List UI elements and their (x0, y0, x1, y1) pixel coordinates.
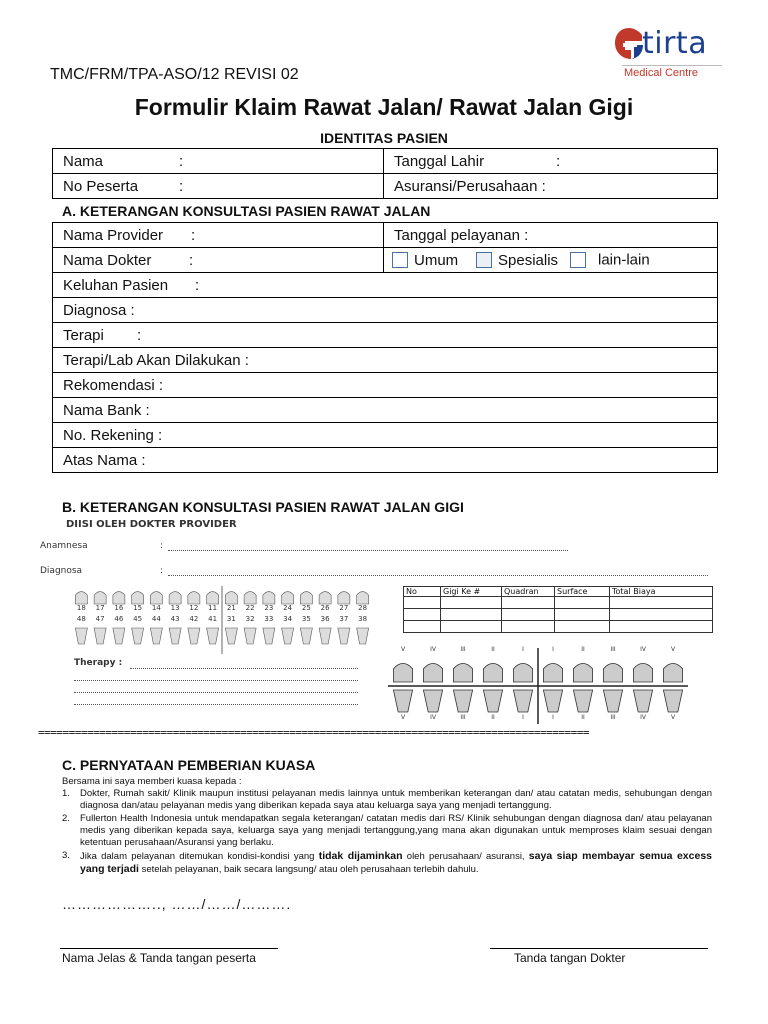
tirta-logo (612, 26, 722, 82)
tooth-icon (75, 592, 87, 604)
anamnesa-colon: : (160, 541, 164, 551)
billing-cell[interactable] (610, 597, 713, 609)
terapi-label: Terapi (63, 326, 104, 344)
authorization-item-2 (62, 813, 712, 849)
no-rekening-field[interactable] (53, 423, 718, 448)
tanggal-pelayanan-label: Tanggal pelayanan : (394, 226, 529, 244)
child-lower-numbers (388, 714, 688, 722)
nama-bank-field[interactable] (53, 398, 718, 423)
tooth-number: III (610, 714, 616, 721)
col-gigi: Gigi Ke # (441, 587, 502, 597)
tooth-icon (513, 663, 532, 682)
tooth-icon (225, 628, 237, 644)
tooth-icon (663, 690, 682, 712)
keluhan-field[interactable] (53, 273, 718, 298)
billing-cell[interactable] (555, 609, 610, 621)
tooth-icon (357, 628, 369, 644)
tooth-icon (113, 628, 125, 644)
tooth-icon (282, 628, 294, 644)
nama-dokter-colon: : (189, 251, 194, 269)
tooth-icon (483, 690, 502, 712)
tooth-number: 11 (208, 604, 218, 612)
tooth-number: II (581, 646, 585, 653)
section-c-heading: C. PERNYATAAN PEMBERIAN KUASA (62, 757, 316, 773)
tooth-icon (169, 592, 181, 604)
lain-lain-label: lain-lain (598, 251, 650, 269)
asuransi-field[interactable] (384, 174, 718, 199)
tooth-icon (207, 592, 219, 604)
nama-provider-field[interactable] (53, 223, 384, 248)
keluhan-colon: : (195, 276, 200, 294)
tooth-icon (319, 592, 331, 604)
doctor-type-options (384, 248, 718, 273)
tooth-number: I (522, 646, 524, 653)
authorization-list (62, 788, 712, 877)
nama-label: Nama (63, 152, 104, 170)
tooth-icon (603, 663, 622, 682)
billing-cell[interactable] (441, 621, 502, 633)
asuransi-label: Asuransi/Perusahaan : (394, 177, 546, 195)
peserta-signature-label: Nama Jelas & Tanda tangan peserta (62, 951, 256, 965)
tooth-icon (188, 628, 200, 644)
identity-heading: IDENTITAS PASIEN (320, 130, 448, 146)
terapi-field[interactable] (53, 323, 718, 348)
logo-brand: tirta (642, 26, 708, 61)
identity-table (52, 148, 718, 199)
tooth-number: I (522, 714, 524, 721)
tooth-number: I (552, 714, 554, 721)
col-surface: Surface (555, 587, 610, 597)
terapi-lab-label: Terapi/Lab Akan Dilakukan : (63, 351, 249, 369)
umum-label: Umum (414, 251, 459, 269)
tooth-number: 48 (76, 615, 86, 623)
tooth-icon (244, 628, 256, 644)
tooth-icon (113, 592, 125, 604)
tooth-number: 21 (226, 604, 236, 612)
tooth-icon (513, 690, 532, 712)
tooth-number: 17 (95, 604, 105, 612)
nama-field[interactable] (53, 149, 384, 174)
tooth-number: 24 (283, 604, 293, 612)
tooth-icon (423, 690, 442, 712)
tooth-icon (633, 690, 652, 712)
nama-bank-label: Nama Bank : (63, 401, 150, 419)
tooth-number: 15 (133, 604, 143, 612)
tooth-icon (263, 628, 275, 644)
tooth-number: III (460, 646, 466, 653)
billing-cell[interactable] (502, 597, 555, 609)
section-c-intro: Bersama ini saya memberi kuasa kepada : (62, 776, 242, 787)
tooth-icon (423, 663, 442, 682)
tooth-number: 14 (151, 604, 161, 612)
tooth-number: V (400, 646, 406, 653)
item-text: Dokter, Rumah sakit/ Klinik maupun institusi pelayanan medis lainnya untuk memberikan keterangan dan/ atau catatan medis, sehubungan dengan diagnosa dan/atau pelayanan medis yang diberikan kepada saya atau keluarga saya yang menjadi tertanggung. (80, 788, 712, 811)
tooth-icon (225, 592, 237, 604)
tooth-number: II (491, 646, 495, 653)
terapi-lab-field[interactable] (53, 348, 718, 373)
therapy-line[interactable] (74, 679, 358, 681)
logo-divider (622, 65, 722, 66)
document-reference: TMC/FRM/TPA-ASO/12 REVISI 02 (50, 66, 299, 83)
tooth-number: 22 (245, 604, 255, 612)
tooth-number: 34 (283, 615, 293, 623)
tooth-number: 26 (320, 604, 330, 612)
lain-lain-checkbox[interactable] (570, 252, 586, 268)
upper-tooth-numbers (72, 604, 372, 614)
tooth-icon (543, 663, 562, 682)
tooth-number: 33 (264, 615, 274, 623)
tooth-icon (188, 592, 200, 604)
tooth-icon (244, 592, 256, 604)
dental-chart-area (38, 516, 718, 726)
tooth-number: 41 (208, 615, 218, 623)
tooth-number: I (552, 646, 554, 653)
no-rekening-label: No. Rekening : (63, 426, 163, 444)
billing-cell[interactable] (502, 621, 555, 633)
item-text-bold: saya siap membayar semua excess yang terjadi (80, 850, 713, 875)
item-text: Jika dalam pelayanan ditemukan kondisi-kondisi yang (80, 851, 319, 862)
billing-cell[interactable] (404, 609, 441, 621)
dental-billing-table (403, 586, 713, 633)
tooth-number: 37 (339, 615, 349, 623)
tooth-icon (453, 663, 472, 682)
nama-provider-colon: : (191, 226, 196, 244)
billing-cell[interactable] (441, 597, 502, 609)
diagnosa-label: Diagnosa : (63, 301, 135, 319)
tirta-logo-icon (612, 26, 646, 62)
tooth-number: 13 (170, 604, 180, 612)
tooth-number: V (400, 714, 406, 721)
child-upper-numbers (388, 646, 688, 654)
item-text: Fullerton Health Indonesia untuk mendapatkan segala keterangan/ catatan medis dari RS/ Klinik sehubungan dengan diagnosa dan/ atau pelayanan medis yang diberikan kepada saya, keluarga saya yang menjadi tertanggung,yang mana akan digunakan untuk memproses klaim sesuai dengan ketentuan perusahaan/Asuransi yang berlaku. (80, 813, 712, 848)
tooth-number: 32 (245, 615, 255, 623)
tooth-icon (207, 628, 219, 644)
tooth-icon (453, 690, 472, 712)
tooth-icon (150, 592, 162, 604)
logo-subtitle: Medical Centre (624, 67, 698, 79)
spesialis-label: Spesialis (498, 251, 559, 269)
billing-cell[interactable] (555, 597, 610, 609)
tooth-icon (603, 690, 622, 712)
tooth-icon (132, 628, 144, 644)
separator-line: ========================================================================================== (38, 726, 590, 739)
spesialis-checkbox[interactable] (476, 252, 492, 268)
tooth-icon (300, 628, 312, 644)
billing-cell[interactable] (555, 621, 610, 633)
billing-cell[interactable] (610, 609, 713, 621)
therapy-line[interactable] (130, 667, 358, 669)
tooth-number: 31 (226, 615, 236, 623)
tooth-number: 47 (95, 615, 105, 623)
tooth-icon (338, 592, 350, 604)
tooth-number: 44 (151, 615, 161, 623)
rekomendasi-field[interactable] (53, 373, 718, 398)
tooth-icon (543, 690, 562, 712)
item-text: oleh perusahaan/ asuransi, (402, 851, 529, 862)
no-peserta-label: No Peserta (63, 177, 139, 195)
billing-cell[interactable] (404, 597, 441, 609)
tooth-number: 43 (170, 615, 180, 623)
diagnosa-field[interactable] (53, 298, 718, 323)
tooth-number: II (581, 714, 585, 721)
tooth-number: 23 (264, 604, 274, 612)
nama-colon: : (179, 152, 184, 170)
tooth-number: IV (430, 714, 436, 721)
tooth-icon (573, 690, 592, 712)
tooth-icon (94, 628, 106, 644)
tooth-number: IV (640, 646, 646, 653)
item-number: 3. (62, 850, 70, 861)
tooth-icon (338, 628, 350, 644)
section-a-heading: A. KETERANGAN KONSULTASI PASIEN RAWAT JALAN (62, 203, 431, 219)
tooth-number: 27 (339, 604, 349, 612)
tanggal-lahir-field[interactable] (384, 149, 718, 174)
tooth-number: 25 (301, 604, 311, 612)
umum-checkbox[interactable] (392, 252, 408, 268)
tooth-icon (633, 663, 652, 682)
tooth-icon (393, 690, 412, 712)
col-quadran: Quadran (502, 587, 555, 597)
tooth-icon (75, 628, 87, 644)
keluhan-label: Keluhan Pasien (63, 276, 169, 294)
tooth-icon (663, 663, 682, 682)
billing-cell[interactable] (502, 609, 555, 621)
therapy-line[interactable] (74, 691, 358, 693)
item-text: setelah pelayanan, baik secara langsung/ atau oleh perusahaan terlebih dahulu. (138, 864, 479, 875)
rekomendasi-label: Rekomendasi : (63, 376, 164, 394)
item-number: 2. (62, 813, 70, 824)
tanggal-pelayanan-field[interactable] (384, 223, 718, 248)
tooth-number: IV (430, 646, 436, 653)
tanggal-lahir-colon: : (556, 152, 561, 170)
dokter-signature-label: Tanda tangan Dokter (514, 951, 626, 965)
tooth-icon (483, 663, 502, 682)
nama-dokter-label: Nama Dokter (63, 251, 152, 269)
anamnesa-label: Anamnesa (40, 541, 88, 551)
no-peserta-colon: : (179, 177, 184, 195)
tooth-icon (573, 663, 592, 682)
lower-tooth-numbers (72, 615, 372, 625)
terapi-colon: : (137, 326, 142, 344)
tooth-icon (282, 592, 294, 604)
dental-diagnosa-colon: : (160, 566, 164, 576)
tooth-number: 35 (301, 615, 311, 623)
atas-nama-label: Atas Nama : (63, 451, 146, 469)
tooth-number: II (491, 714, 495, 721)
atas-nama-field[interactable] (53, 448, 718, 473)
tooth-number: 28 (358, 604, 368, 612)
nama-dokter-field[interactable] (53, 248, 384, 273)
tanggal-lahir-label: Tanggal Lahir (394, 152, 485, 170)
peserta-signature-line[interactable] (60, 948, 278, 949)
tooth-icon (94, 592, 106, 604)
provider-fill-label: DIISI OLEH DOKTER PROVIDER (66, 519, 237, 530)
tooth-icon (150, 628, 162, 644)
billing-cell[interactable] (404, 621, 441, 633)
tooth-number: V (670, 714, 676, 721)
billing-cell[interactable] (441, 609, 502, 621)
page-title: Formulir Klaim Rawat Jalan/ Rawat Jalan Gigi (134, 94, 634, 120)
authorization-item-3 (62, 850, 712, 876)
item-number: 1. (62, 788, 70, 799)
tooth-number: V (670, 646, 676, 653)
tooth-icon (393, 663, 412, 682)
tooth-number: III (460, 714, 466, 721)
dental-diagnosa-line[interactable] (168, 574, 708, 576)
authorization-item-1 (62, 788, 712, 812)
tooth-number: IV (640, 714, 646, 721)
tooth-icon (169, 628, 181, 644)
tooth-icon (300, 592, 312, 604)
tooth-number: 46 (114, 615, 124, 623)
col-no: No (404, 587, 441, 597)
no-peserta-field[interactable] (53, 174, 384, 199)
tooth-number: 36 (320, 615, 330, 623)
billing-cell[interactable] (610, 621, 713, 633)
section-a-table (52, 222, 718, 473)
tooth-number: 45 (133, 615, 143, 623)
tooth-number: 18 (76, 604, 86, 612)
dental-diagnosa-label: Diagnosa (40, 566, 83, 576)
nama-provider-label: Nama Provider (63, 226, 164, 244)
item-text-bold: tidak dijaminkan (318, 850, 403, 862)
dokter-signature-line[interactable] (490, 948, 708, 949)
therapy-line[interactable] (74, 703, 358, 705)
section-b-heading: B. KETERANGAN KONSULTASI PASIEN RAWAT JALAN GIGI (62, 499, 464, 515)
anamnesa-line[interactable] (168, 549, 568, 551)
tooth-icon (263, 592, 275, 604)
tooth-number: 38 (358, 615, 368, 623)
therapy-label: Therapy : (74, 658, 123, 668)
tooth-number: 16 (114, 604, 124, 612)
tooth-icon (319, 628, 331, 644)
col-total-biaya: Total Biaya (610, 587, 713, 597)
tooth-number: III (610, 646, 616, 653)
tooth-number: 12 (189, 604, 199, 612)
place-date-line[interactable]: ……………….., ……/……/………. (62, 896, 292, 912)
tooth-icon (132, 592, 144, 604)
tooth-icon (357, 592, 369, 604)
tooth-number: 42 (189, 615, 199, 623)
